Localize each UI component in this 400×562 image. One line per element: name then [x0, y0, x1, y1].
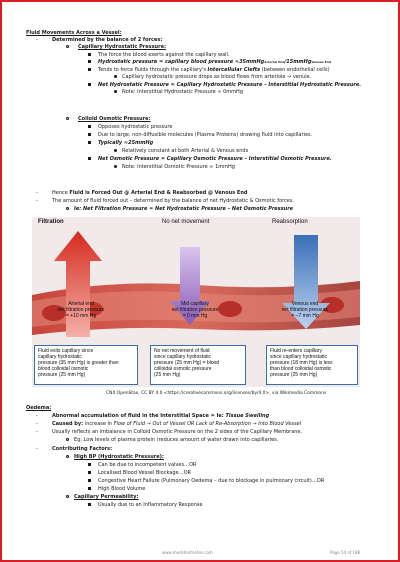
dash-bullet: -	[36, 429, 38, 435]
square-bullet	[88, 503, 91, 506]
circle-bullet	[66, 495, 69, 498]
oedema-point-3-example: Eg: Low levels of plasma protein (reduces amount of water drawn into capillaries.	[74, 437, 279, 443]
determined-line: Determined by the balance of 2 forces:	[52, 37, 163, 43]
cop-point-4: Net Osmotic Pressure = Capillary Osmotic Pressure – Interstitial Osmotic Pressure.	[98, 156, 332, 162]
square-bullet	[88, 141, 91, 144]
mid-capillary-label: Mid capillary net filtration pressure = 0 mm Hg	[171, 301, 219, 319]
chp-point-3: Tends to force fluids through the capillary's Intercellular Clefts (between endothelial cells)	[98, 67, 330, 73]
dot-bullet	[114, 75, 117, 78]
square-bullet	[88, 471, 91, 474]
high-bp-point-4: High Blood Volume	[98, 486, 146, 492]
dash-bullet: -	[36, 190, 38, 196]
high-bp-heading: High BP (Hydrostatic Pressure):	[74, 454, 164, 460]
no-net-movement-label: No net movement	[162, 219, 210, 225]
chp-point-2: Hydrostatic pressure = capillary blood pressure ≈35mmHgArterial End/15mmHgVenous End	[98, 59, 332, 65]
nfp-line: Ie: Net Filtration Pressure = Net Hydrostatic Pressure – Net Osmotic Pressure	[74, 206, 294, 212]
high-bp-point-3: Congestive Heart Failure (Pulmonary Oedema – due to blockage in pulmonary circuit)…OR	[98, 478, 325, 484]
dot-bullet	[114, 149, 117, 152]
capillary-exchange-diagram	[32, 217, 360, 387]
no-net-movement-explanation-box: No net movement of fluid since capillary hydrostatic pressure (25 mm Hg) = blood colloidal osmotic pressure (25 mm Hg)	[150, 345, 246, 385]
permeability-point-1: Usually due to an Inflammatory Response	[98, 502, 203, 508]
reabsorption-explanation-box: Fluid re-enters capillary since capillary hydrostatic pressure (18 mm Hg) is less than blood colloidal osmotic pressure (25 mm Hg)	[266, 345, 358, 385]
circle-bullet	[66, 438, 69, 441]
section-title-oedema: Oedema:	[26, 405, 52, 411]
cop-point-3: Typically ≈25mmHg	[98, 140, 154, 146]
footer-page-number: Page 54 of 188	[330, 550, 361, 555]
square-bullet	[88, 463, 91, 466]
arterial-end-label: Arterial end net filtration pressure = +10 mm Hg	[57, 301, 105, 319]
oedema-point-1: Abnormal accumulation of fluid in the Interstitial Space = Ie: Tissue Swelling	[52, 413, 270, 419]
chp-point-4-note: Note: Interstitial Hydrostatic Pressure ≈ 0mmHg	[122, 89, 243, 95]
dash-bullet: -	[36, 37, 38, 43]
square-bullet	[88, 60, 91, 63]
oedema-point-3: Usually reflects an imbalance in Colloid Osmotic Pressure on the 2 sides of the Capillary Membrane.	[52, 429, 303, 435]
square-bullet	[88, 479, 91, 482]
filtration-explanation-box: Fluid exits capillary since capillary hydrostatic pressure (35 mm Hg) is greater than blood colloidal osmotic pressure (25 mm Hg)	[34, 345, 138, 385]
high-bp-point-1: Can be due to incompetent valves…OR	[98, 462, 197, 468]
cop-point-4-note: Note: Interstitial Osmotic Pressure ≈ 1mmHg	[122, 164, 235, 170]
chp-point-4: Net Hydrostatic Pressure = Capillary Hydrostatic Pressure – Interstitial Hydrostatic Pressure.	[98, 82, 362, 88]
capillary-permeability-heading: Capillary Permeability:	[74, 494, 139, 500]
circle-bullet	[66, 45, 69, 48]
chp-point-1: The force the blood exerts against the capillary wall.	[98, 52, 230, 58]
dot-bullet	[114, 90, 117, 93]
square-bullet	[88, 133, 91, 136]
cop-point-1: Opposes hydrostatic pressure	[98, 124, 173, 130]
section-title-fluid-movements: Fluid Movements Across a Vessel:	[26, 30, 122, 36]
dash-bullet: -	[36, 421, 38, 427]
square-bullet	[88, 157, 91, 160]
cop-point-3-detail: Relatively constant at both Arterial & Venous ends	[122, 148, 249, 154]
circle-bullet	[66, 455, 69, 458]
venous-end-label: Venous end net filtration pressure = −7 mm Hg	[281, 301, 329, 319]
oedema-point-2: Caused by: increase in Flow of Fluid → Out of Vessel OR Lack of Re-Absorption → Into Blood Vessel	[52, 421, 302, 427]
reabsorption-label: Reabsorption	[272, 219, 308, 225]
dot-bullet	[114, 165, 117, 168]
chp-point-3-detail: Capillary hydrostatic pressure drops as blood flows from arteriole → venule.	[122, 74, 312, 80]
square-bullet	[88, 125, 91, 128]
square-bullet	[88, 53, 91, 56]
hence-line: Hence Fluid is Forced Out @ Arterial End & Reabsorbed @ Venous End	[52, 190, 248, 196]
cop-point-2: Due to large, non-diffusible molecules (Plasma Proteins) drawing fluid into capillaries.	[98, 132, 313, 138]
dash-bullet: -	[36, 198, 38, 204]
square-bullet	[88, 487, 91, 490]
contributing-factors: Contributing Factors:	[52, 446, 113, 452]
image-credit: CNX OpenStax, CC BY 4.0 <https://creativecommons.org/licenses/by/4.0>, via Wikimedia Commons	[106, 391, 327, 396]
amount-line: The amount of fluid forced out – determined by the balance of net Hydrostatic & Osmotic forces.	[52, 198, 295, 204]
square-bullet	[88, 83, 91, 86]
circle-bullet	[66, 117, 69, 120]
square-bullet	[88, 68, 91, 71]
dash-bullet: -	[36, 446, 38, 452]
chp-heading: Capillary Hydrostatic Pressure:	[78, 44, 166, 50]
circle-bullet	[66, 207, 69, 210]
footer-website: www.medshortnotes.com	[162, 550, 213, 555]
cop-heading: Colloid Osmotic Pressure:	[78, 116, 151, 122]
high-bp-point-2: Localised Blood Vessel Blockage…OR	[98, 470, 192, 476]
filtration-label: Filtration	[38, 219, 64, 225]
dash-bullet: -	[36, 413, 38, 419]
